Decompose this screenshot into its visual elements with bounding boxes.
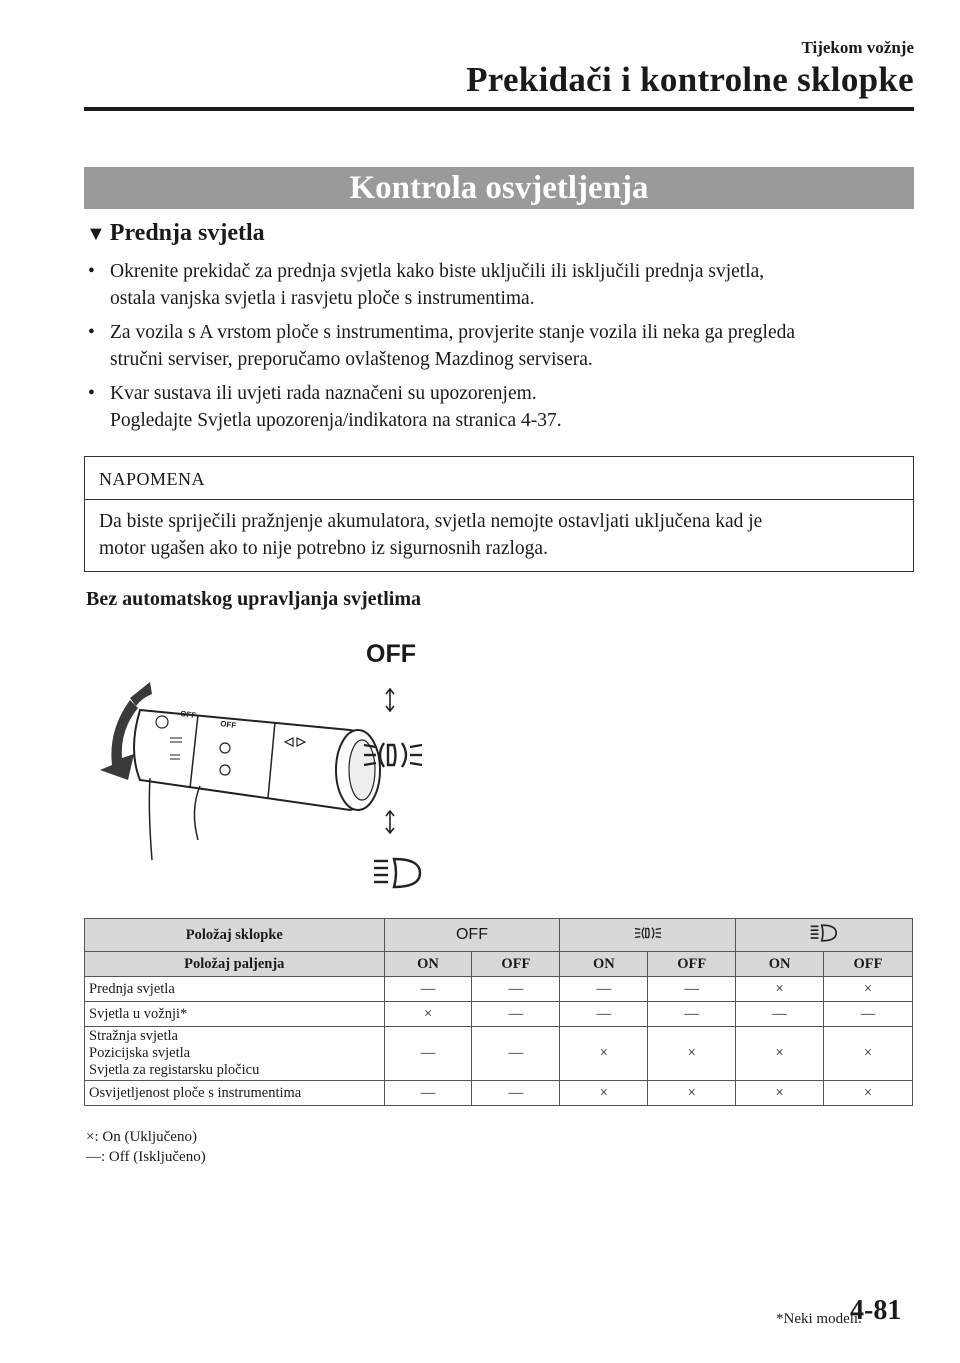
row-label-line: Svjetla za registarsku pločicu: [89, 1062, 260, 1078]
table-cell: ×: [560, 1027, 648, 1081]
subheading: [86, 220, 265, 247]
stalk-off-label-2: OFF: [219, 719, 237, 731]
table-cell: ×: [648, 1081, 736, 1106]
double-arrow-icon: [380, 688, 400, 712]
section-title: Kontrola osvjetljenja: [84, 167, 914, 209]
page-number: 4-81: [850, 1295, 902, 1326]
column-header: OFF: [472, 952, 560, 977]
row-label-line: Stražnja svjetla: [89, 1028, 178, 1044]
triangle-down-icon: ▼: [86, 223, 106, 245]
note-line: Da biste spriječili pražnjenje akumulatora, svjetla nemojte ostavljati uključena kad je: [99, 511, 763, 532]
table-row: [85, 1027, 913, 1081]
table-header-row: [85, 952, 913, 977]
table-legend: [86, 1127, 206, 1167]
note-box: [84, 456, 914, 572]
table-cell: —: [648, 977, 736, 1002]
table-cell: —: [384, 1027, 472, 1081]
bullet-line: Okrenite prekidač za prednja svjetla kako biste uključili ili isključili prednja svjetla,: [110, 261, 765, 282]
table-row: [85, 977, 913, 1002]
note-line: motor ugašen ako to nije potrebno iz sigurnosnih razloga.: [99, 538, 548, 559]
column-header-headlights: [736, 919, 913, 952]
column-header: Položaj paljenja: [85, 952, 385, 977]
legend-on: ×: On (Uključeno): [86, 1129, 197, 1145]
table-cell: ×: [648, 1027, 736, 1081]
headlights-icon: [372, 855, 424, 891]
table-cell: —: [472, 1081, 560, 1106]
table-cell: ×: [824, 1081, 913, 1106]
table-cell: —: [384, 977, 472, 1002]
note-body: [85, 500, 913, 570]
rotate-arrow-icon: [100, 700, 138, 780]
parking-lights-icon: [630, 924, 666, 942]
bullet-line: ostala vanjska svjetla i rasvjetu ploče s instrumentima.: [110, 288, 535, 309]
column-header: ON: [384, 952, 472, 977]
headlights-icon: [809, 923, 839, 943]
bullet-icon: •: [88, 383, 95, 404]
list-item: [86, 319, 916, 373]
bullet-line: Kvar sustava ili uvjeti rada naznačeni su upozorenjem.: [110, 383, 537, 404]
table-cell: ×: [736, 977, 824, 1002]
bullet-line: Pogledajte Svjetla upozorenja/indikatora na stranica 4-37.: [110, 410, 562, 431]
table-cell: ×: [736, 1081, 824, 1106]
column-header: Položaj sklopke: [85, 919, 385, 952]
footnote: *Neki modeli.: [776, 1311, 862, 1327]
figure-caption: Bez automatskog upravljanja svjetlima: [86, 588, 421, 610]
table-cell: ×: [560, 1081, 648, 1106]
table-cell: —: [648, 1002, 736, 1027]
bullet-icon: •: [88, 322, 95, 343]
table-cell: —: [824, 1002, 913, 1027]
list-item: [86, 380, 916, 434]
parking-lights-icon: [362, 735, 424, 775]
legend-off: —: Off (Isključeno): [86, 1149, 206, 1165]
table-cell: —: [560, 1002, 648, 1027]
column-header-off: OFF: [384, 919, 560, 952]
bullet-line: Za vozila s A vrstom ploče s instrumentima, provjerite stanje vozila ili neka ga pregleda: [110, 322, 796, 343]
double-arrow-icon: [380, 810, 400, 834]
header-rule: [84, 107, 914, 111]
column-header: OFF: [824, 952, 913, 977]
column-header: ON: [560, 952, 648, 977]
chapter-title: Tijekom vožnje: [801, 38, 914, 57]
column-header: ON: [736, 952, 824, 977]
table-cell: ×: [824, 977, 913, 1002]
page-title: Prekidači i kontrolne sklopke: [466, 60, 914, 99]
table-row: [85, 1002, 913, 1027]
table-cell: —: [472, 1027, 560, 1081]
table-cell: ×: [824, 1027, 913, 1081]
table-cell: ×: [384, 1002, 472, 1027]
table-cell: ×: [736, 1027, 824, 1081]
table-cell: —: [736, 1002, 824, 1027]
table-cell: —: [560, 977, 648, 1002]
row-label-line: Pozicijska svjetla: [89, 1045, 191, 1061]
bullet-icon: •: [88, 261, 95, 282]
bullet-line: stručni serviser, preporučamo ovlaštenog Mazdinog servisera.: [110, 349, 593, 370]
row-label: Svjetla u vožnji*: [85, 1002, 385, 1027]
row-label: Prednja svjetla: [85, 977, 385, 1002]
stalk-off-label-1: OFF: [179, 709, 197, 721]
table-cell: —: [472, 977, 560, 1002]
column-header: OFF: [648, 952, 736, 977]
table-cell: —: [472, 1002, 560, 1027]
table-cell: —: [384, 1081, 472, 1106]
row-label: [85, 1027, 385, 1081]
lighting-table: [84, 918, 913, 1106]
off-label: OFF: [366, 640, 416, 668]
note-title: NAPOMENA: [85, 457, 913, 500]
column-header-parking: [560, 919, 736, 952]
table-row: [85, 1081, 913, 1106]
subheading-text: Prednja svjetla: [109, 220, 265, 246]
table-header-row: [85, 919, 913, 952]
list-item: [86, 258, 916, 312]
row-label: Osvijetljenost ploče s instrumentima: [85, 1081, 385, 1106]
bullet-list: [86, 258, 916, 441]
